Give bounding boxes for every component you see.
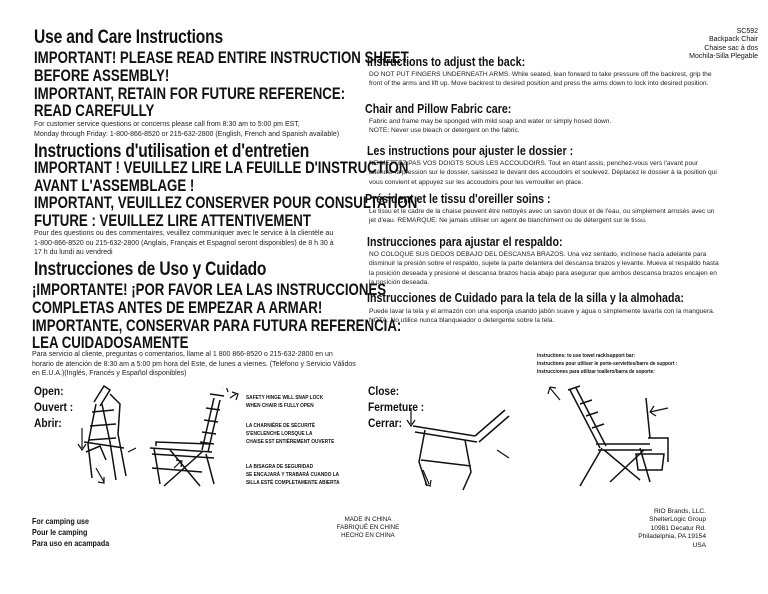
- care-es-body: Puede lavar la tela y el armazón con una esponja usando jabón suave y agua o simplemente lavarla con la manguera. NOTA: No utilice nunca blanqueador o detergente sobre la tela.: [369, 308, 715, 325]
- service-es-3: en E.U.A.)(Inglés, Francés y Español disponibles): [32, 370, 187, 378]
- adjust-en-heading: Instructions to adjust the back:: [367, 54, 526, 69]
- folded-chair-illustration: [66, 382, 146, 494]
- service-es-2: horario de atención de 8:30 am a 5:00 pm hora del Este, de lunes a viernes. (Teléfono y Servicio Válidos: [32, 360, 356, 368]
- close-chair-figure: [405, 400, 515, 500]
- made-es: HECHO EN CHINA: [341, 532, 395, 539]
- service-en-1: For customer service questions or concerns please call from 8:30 am to 5:00 pm EST,: [34, 121, 300, 128]
- service-en-2: Monday through Friday: 1-800-866-8520 or 215-632-2800 (English, French and Spanish available): [34, 130, 340, 138]
- hinge-fr-2: S'ENCLENCHE LORSQUE LA: [246, 431, 313, 437]
- address-line-5: USA: [692, 541, 706, 549]
- company-address: [566, 508, 706, 550]
- hinge-note-en: [246, 394, 323, 410]
- camping-use: [32, 516, 109, 549]
- towel-rack-chair-figure: [540, 378, 690, 498]
- camping-es: Para uso en acampada: [32, 538, 110, 548]
- hinge-es-1: LA BISAGRA DE SEGURIDAD: [246, 464, 314, 470]
- sku-name-fr: Chaise sac à dos: [704, 44, 758, 52]
- hinge-fr-1: LA CHARNIÈRE DE SÉCURITÉ: [246, 423, 316, 429]
- open-label-fr: Ouvert :: [34, 400, 74, 414]
- open-chair-figure: [140, 388, 250, 498]
- care-en-body-1: Fabric and frame may be sponged with mild soap and water or simply hosed down.: [369, 118, 612, 125]
- service-en: [34, 120, 364, 139]
- hinge-note-es: [246, 463, 340, 487]
- close-label-en: Close:: [368, 384, 400, 398]
- important-en-3: IMPORTANT, RETAIN FOR FUTURE REFERENCE:: [34, 84, 346, 103]
- important-fr-2: AVANT L'ASSEMBLAGE !: [34, 176, 195, 195]
- towel-rack-fr: Instructions pour utiliser le porte-serviettes/barre de support :: [537, 361, 678, 367]
- made-fr: FABRIQUÉ EN CHINE: [336, 524, 400, 531]
- address-line-4: Philadelphia, PA 19154: [638, 533, 706, 541]
- folded-chair-figure: [66, 382, 146, 494]
- close-label-fr: Fermeture :: [368, 400, 425, 414]
- open-label-es: Abrir:: [34, 416, 62, 430]
- address-line-1: RIO Brands, LLC.: [653, 508, 706, 515]
- important-en-1: IMPORTANT! PLEASE READ ENTIRE INSTRUCTION SHEET: [34, 48, 409, 67]
- important-fr-4: FUTURE : VEUILLEZ LIRE ATTENTIVEMENT: [34, 211, 311, 230]
- title-fr: Instructions d'utilisation et d'entretien: [34, 141, 310, 162]
- address-line-2: ShelterLogic Group: [649, 516, 706, 524]
- adjust-es-body: NO COLOQUE SUS DEDOS DEBAJO DEL DESCANSA BRAZOS. Una vez sentado, inclínese hacia adelante para disminuir la presión sobre el respaldo, sujete la parte delantera del descansa brazos y levante. Mueva el respaldo hasta la posición deseada y presione el descansa brazos hacia abajo para asegurar que ambos descansa brazos encajen en la posición deseada.: [369, 251, 719, 287]
- title-es: Instrucciones de Uso y Cuidado: [34, 259, 267, 280]
- important-fr-1: IMPORTANT ! VEUILLEZ LIRE LA FEUILLE D'INSTRUCTION: [34, 158, 409, 177]
- title-en: Use and Care Instructions: [34, 27, 223, 48]
- close-chair-illustration: [405, 400, 515, 500]
- care-fr-body: Le tissu et le cadre de la chaise peuvent être nettoyés avec un savon doux et de l'eau, ou simplement arrosés avec un jet d'eau. REMARQUE: Ne jamais utiliser un agent de blanchiment ou de détergent sur le tissu.: [369, 208, 715, 225]
- adjust-en-body: DO NOT PUT FINGERS UNDERNEATH ARMS. While seated, lean forward to take pressure off the backrest, grip the front of the arms and lift up. Move backrest to desired position and press the arms down to lock into desired position.: [369, 71, 712, 88]
- camping-fr: Pour le camping: [32, 527, 88, 537]
- hinge-fr-3: CHAISE EST ENTIÈREMENT OUVERTE: [246, 439, 335, 445]
- adjust-es-heading: Instrucciones para ajustar el respaldo:: [367, 234, 563, 249]
- adjust-fr-heading: Les instructions pour ajuster le dossier :: [367, 143, 574, 158]
- camping-en: For camping use: [32, 516, 89, 526]
- address-line-3: 10981 Decatur Rd.: [650, 524, 706, 532]
- important-es-1: ¡IMPORTANTE! ¡POR FAVOR LEA LAS INSTRUCCIONES: [32, 280, 387, 299]
- service-fr: [34, 229, 364, 258]
- important-en-2: BEFORE ASSEMBLY!: [34, 66, 170, 85]
- hinge-note-fr: [246, 422, 334, 446]
- service-fr-2: 1-800-866-8520 ou 215-632-2800 (Anglais, Français et Espagnol seront disponibles) de 8 h 30 à: [34, 239, 334, 247]
- open-chair-illustration: [140, 388, 250, 498]
- hinge-en-2: WHEN CHAIR IS FULLY OPEN: [246, 403, 314, 409]
- important-en-4: READ CAREFULLY: [34, 101, 155, 120]
- towel-rack-note: [537, 352, 677, 376]
- sku-name-en: Backpack Chair: [708, 36, 758, 44]
- towel-rack-en: Instructions: to use towel rack/support bar:: [537, 353, 636, 359]
- care-fr-heading: Président et le tissu d'oreiller soins :: [365, 191, 551, 206]
- hinge-en-1: SAFETY HINGE WILL SNAP LOCK: [246, 395, 324, 401]
- product-sku-block: [638, 28, 758, 62]
- made-en: MADE IN CHINA: [344, 516, 392, 523]
- hinge-es-2: SE ENCAJARÁ Y TRABARÁ CUANDO LA: [246, 472, 340, 478]
- close-label-es: Cerrar:: [368, 416, 403, 430]
- towel-rack-es: Instrucciones para utilizar toallero/barra de soporte:: [537, 369, 655, 375]
- towel-rack-illustration: [540, 378, 690, 498]
- hinge-es-3: SILLA ESTÉ COMPLETAMENTE ABIERTA: [246, 480, 340, 486]
- open-label-en: Open:: [34, 384, 64, 398]
- important-fr-3: IMPORTANT, VEUILLEZ CONSERVER POUR CONSULTATION: [34, 193, 418, 212]
- important-es-4: LEA CUIDADOSAMENTE: [32, 333, 189, 352]
- service-es-1: Para servicio al cliente, preguntas o comentarios, llame al 1 800 866-8520 o 215-632-2800 en un: [32, 351, 333, 358]
- made-in-china: [318, 516, 418, 540]
- care-en-body: [369, 117, 721, 136]
- important-es-3: IMPORTANTE, CONSERVAR PARA FUTURA REFERENCIA:: [32, 316, 402, 335]
- important-es-2: COMPLETAS ANTES DE EMPEZAR A ARMAR!: [32, 298, 323, 317]
- adjust-fr-body: NE METTEZ PAS VOS DOIGTS SOUS LES ACCOUDOIRS. Tout en étant assis, penchez-vous vers l'avant pour atténuer la pression sur le dossier, saisissez le devant des accoudoirs et soulevez. Déplacez le dossier à la position qui vous convient et appuyez sur les accoudoirs pour les verrouiller en place.: [369, 160, 717, 186]
- service-fr-1: Pour des questions ou des commentaires, veuillez communiquer avec le service à la clientèle au: [34, 230, 334, 237]
- sku-code: SC592: [736, 28, 758, 35]
- care-en-body-2: NOTE: Never use bleach or detergent on the fabric.: [369, 127, 520, 135]
- service-fr-3: 17 h du lundi au vendredi: [34, 249, 113, 257]
- sku-name-es: Mochila-Silla Plegable: [689, 53, 758, 61]
- service-es: [32, 350, 362, 379]
- care-es-heading: Instrucciones de Cuidado para la tela de la silla y la almohada:: [367, 290, 684, 305]
- care-en-heading: Chair and Pillow Fabric care:: [365, 101, 512, 116]
